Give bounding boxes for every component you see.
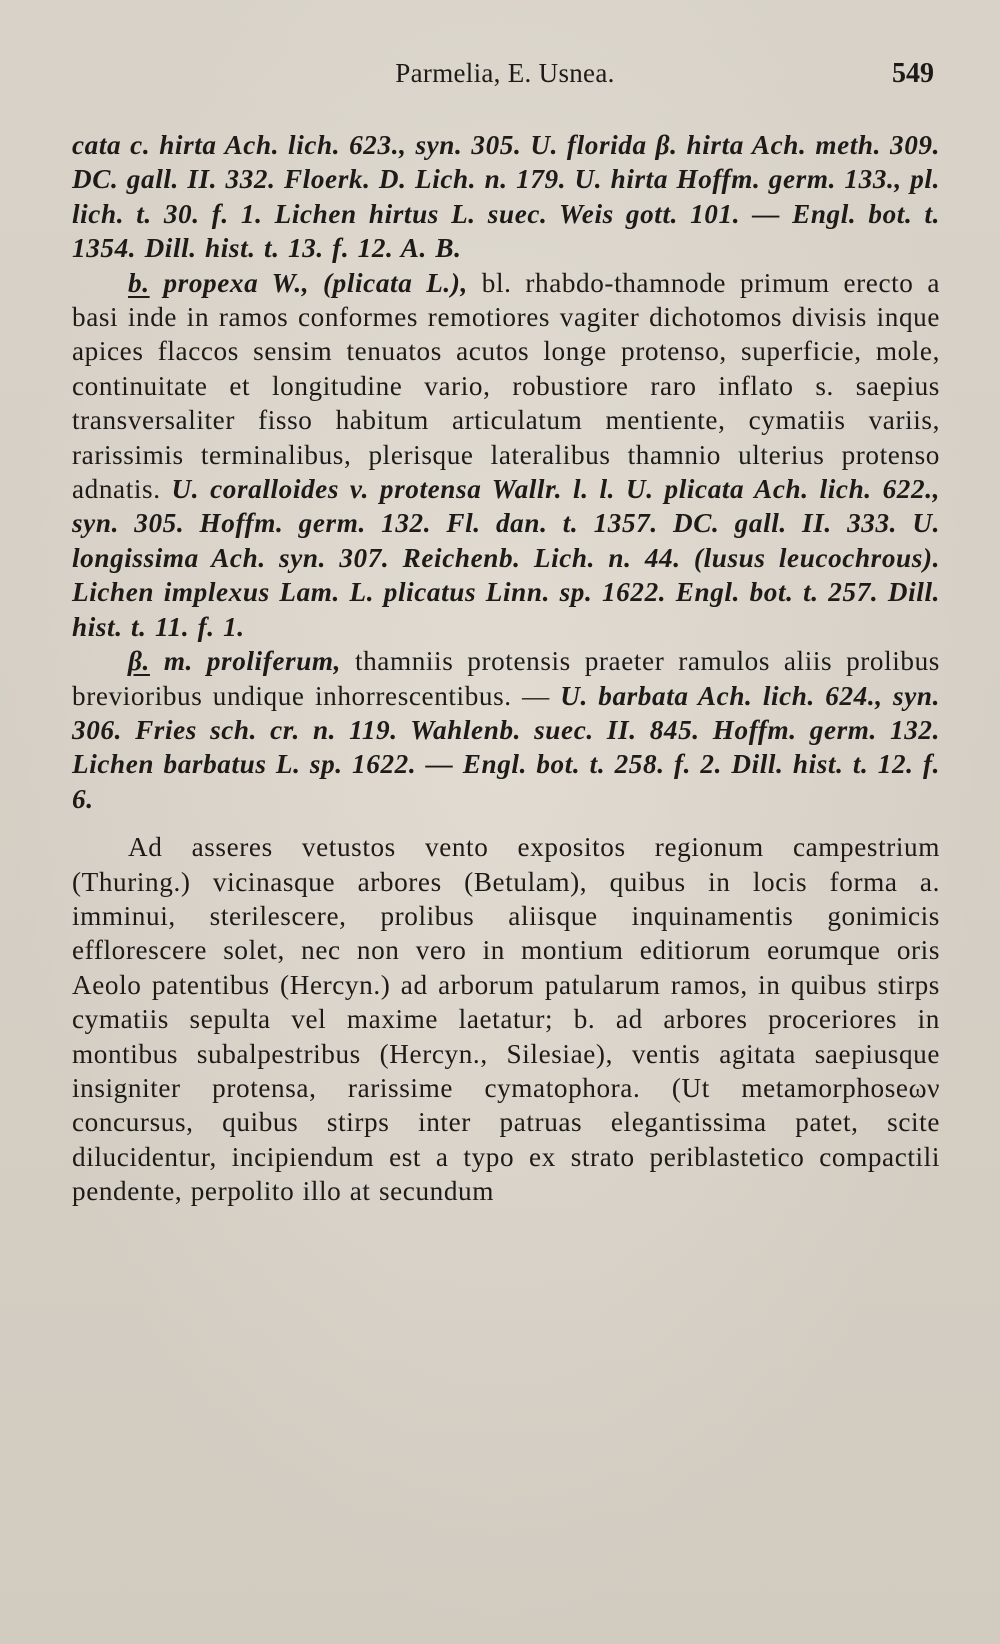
page-header <box>76 58 934 98</box>
variety-b-references: U. coralloides v. protensa Wallr. l. l. U. plicata Ach. lich. 622., syn. 305. Hoffm. germ. 132. Fl. dan. t. 1357. DC. gall. II. 333. U. longissima Ach. syn. 307. Reichenb. Lich. n. 44. (lusus leucochrous). Lichen implexus Lam. L. plicatus Linn. sp. 1622. Engl. bot. t. 257. Dill. hist. t. 11. f. 1. <box>72 474 940 642</box>
variety-b-paragraph <box>72 266 940 644</box>
variety-beta-name: m. proliferum, <box>163 646 342 677</box>
reference-block-a: cata c. hirta Ach. lich. 623., syn. 305. U. florida β. hirta Ach. meth. 309. DC. gall. II. 332. Floerk. D. Lich. n. 179. U. hirta Hoffm. germ. 133., pl. lich. t. 30. f. 1. Lichen hirtus L. suec. Weis gott. 101. — Engl. bot. t. 1354. Dill. hist. t. 13. f. 12. A. B. <box>72 130 940 264</box>
variety-beta-label: β. <box>128 646 150 677</box>
habitat-paragraph: Ad asseres vetustos vento expositos regionum campestrium (Thuring.) vicinasque arbores (Betulam), quibus in locis forma a. imminui, sterilescere, prolibus aliisque inquinamentis gonimicis efflorescere solet, nec non vero in montium editiorum eorumque oris Aeolo patentibus (Hercyn.) ad arborum patularum ramos, in quibus stirps cymatiis sepulta vel maxime laetatur; b. ad arbores proceriores in montibus subalpestribus (Hercyn., Silesiae), ventis agitata saepiusque insigniter protensa, rarissime cymatophora. (Ut metamorphoseων concursus, quibus stirps inter patruas elegantissima patet, scite dilucidentur, incipiendum est a typo ex strato periblastetico compactili pendente, perpolito illo at secundum <box>72 832 940 1207</box>
variety-beta-description: thamniis protensis praeter ramulos aliis prolibus brevioribus undique inhorrescentibus. — <box>72 646 940 711</box>
variety-b-description: bl. rhabdo-thamnode primum erecto a basi inde in ramos conformes remotiores vagiter dichotomos divisis inque apices flaccos sensim tenuatos acutos longe protenso, superficie, mole, continuitate et longitudine vario, robustiore raro inflato s. saepius transversaliter fisso habitum articulatum mentiente, cymatiis variis, rarissimis terminalibus, plerisque lateralibus thamnio ulterius protenso adnatis. <box>72 267 940 505</box>
variety-b-name: propexa W., (plicata L.), <box>163 267 468 298</box>
variety-beta-references: U. barbata Ach. lich. 624., syn. 306. Fries sch. cr. n. 119. Wahlenb. suec. II. 845. Hoffm. germ. 132. Lichen barbatus L. sp. 1622. — Engl. bot. t. 258. f. 2. Dill. hist. t. 12. f. 6. <box>72 680 941 814</box>
variety-beta-paragraph <box>72 644 940 816</box>
page-number: 549 <box>892 58 934 89</box>
variety-b-label: b. <box>128 267 150 298</box>
page-body <box>72 128 940 1209</box>
running-title: Parmelia, E. Usnea. <box>395 58 615 88</box>
